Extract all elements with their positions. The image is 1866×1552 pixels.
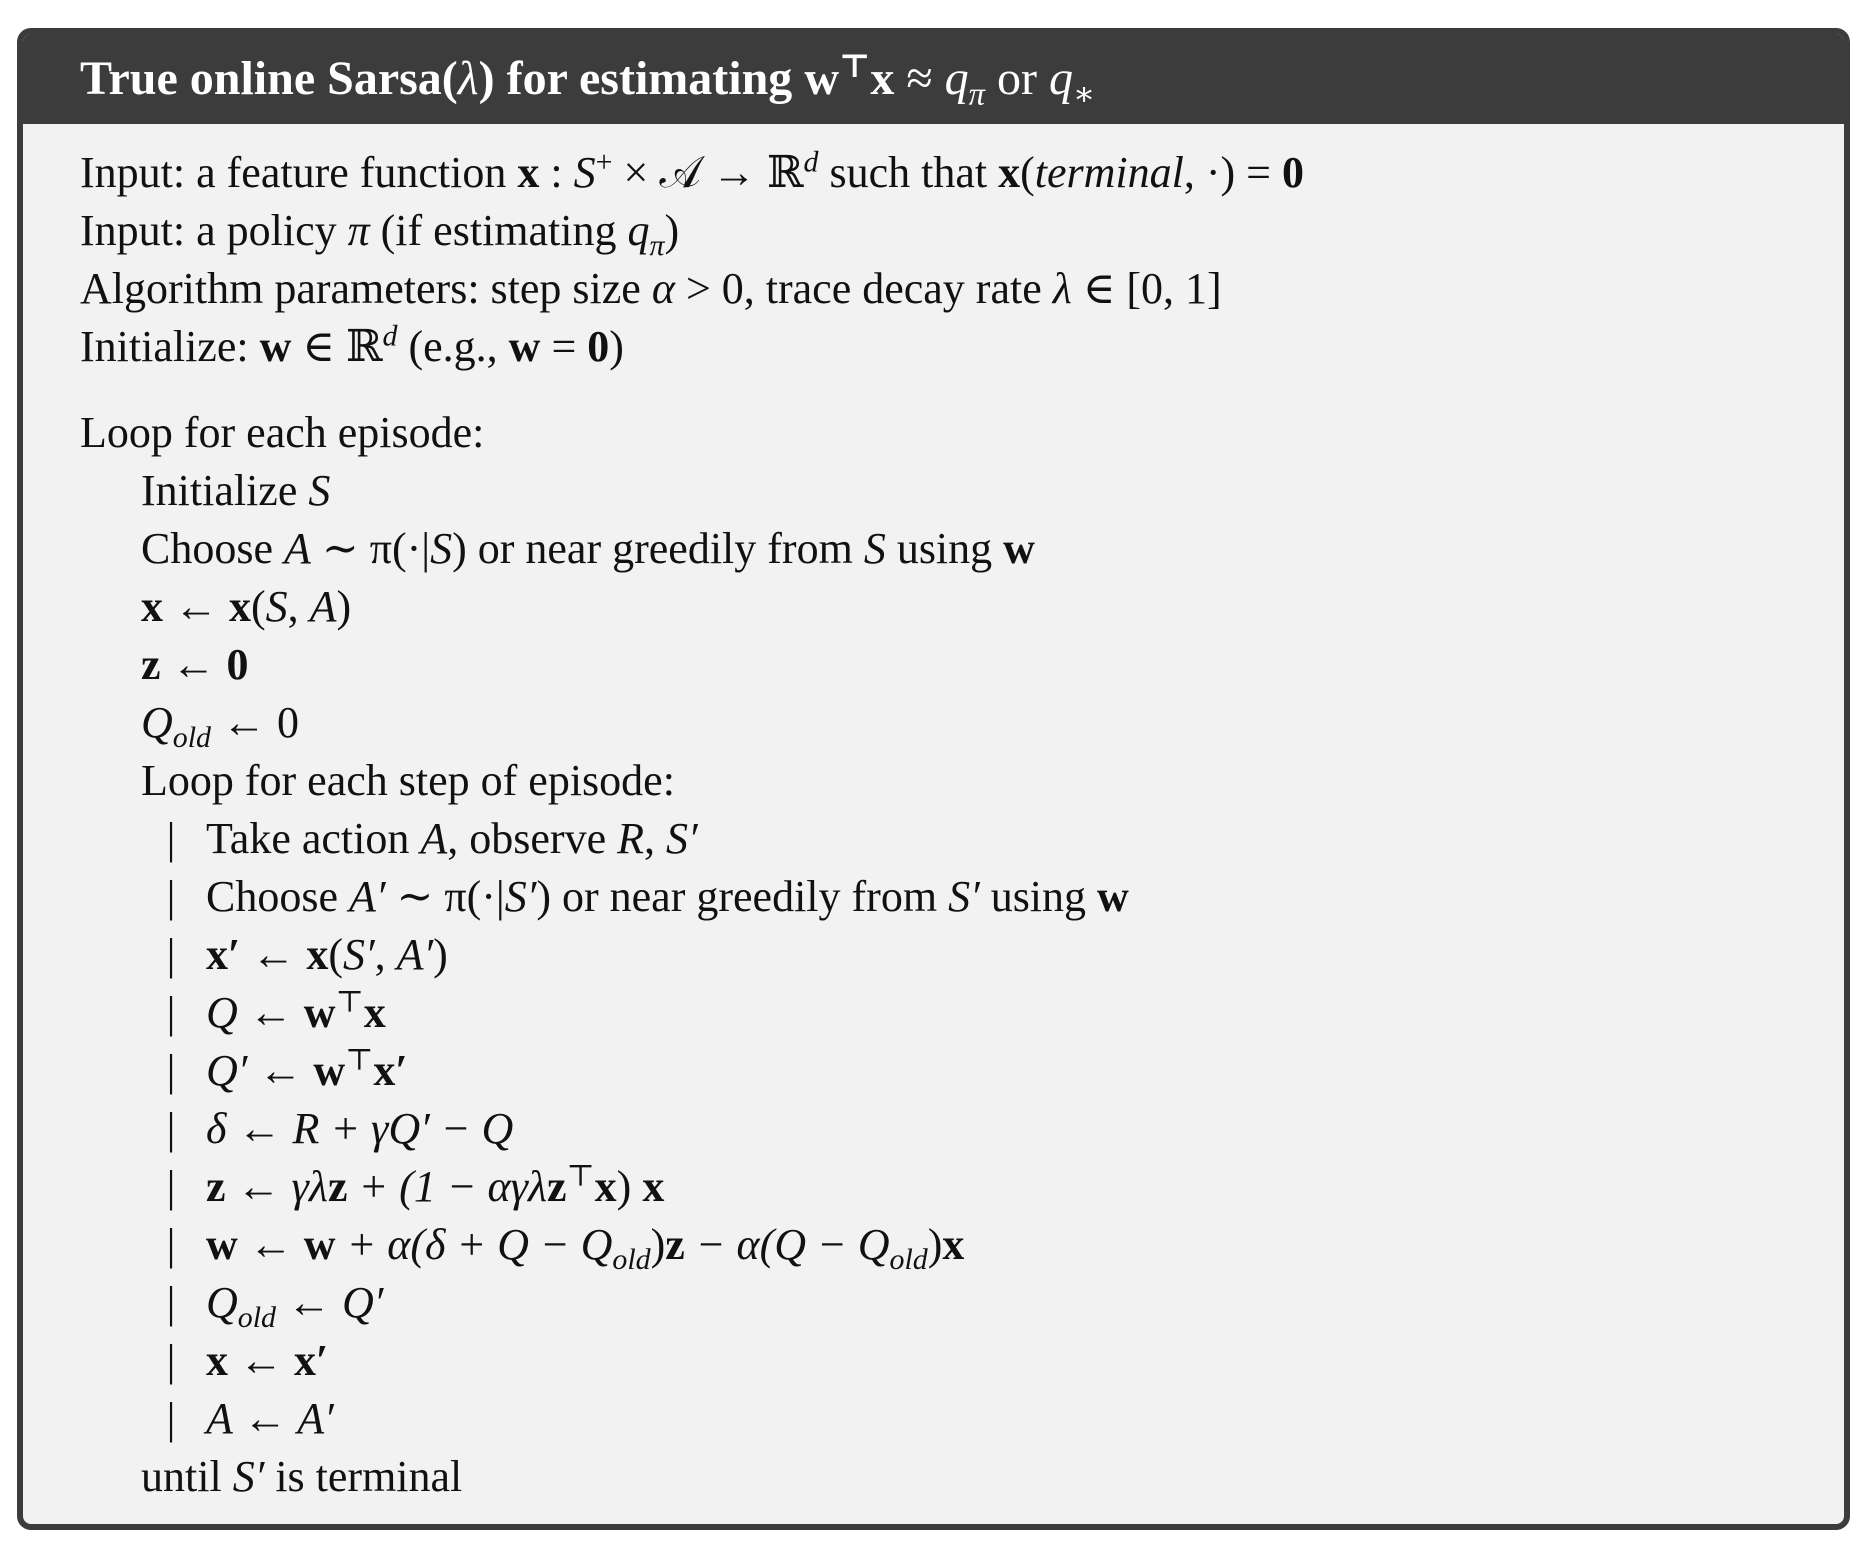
step-trace-update: z ← γλz + (1 − αγλz⊤x) x xyxy=(206,1159,665,1211)
loop-bar: | xyxy=(166,1162,176,1211)
loop-bar: | xyxy=(166,1278,176,1327)
title-transpose: ⊤ xyxy=(838,49,871,85)
title-pi: π xyxy=(968,76,986,113)
title-text-2: ) for estimating xyxy=(478,52,805,105)
loop-bar: | xyxy=(166,1336,176,1385)
step-q-value: Q ← w⊤x xyxy=(206,985,386,1037)
step-choose-next-action: Choose A′ ∼ π(·|S′) or near greedily from S′ using w xyxy=(206,872,1129,921)
title-w: w xyxy=(804,52,839,105)
qold-reset-line: $Q_{old}$ ← 0 xyxy=(141,698,299,754)
loop-bar: | xyxy=(166,1104,176,1153)
algorithm-box xyxy=(17,28,1850,1530)
algorithm-body xyxy=(23,124,1844,1524)
loop-bar: | xyxy=(166,1394,176,1443)
loop-bar: | xyxy=(166,988,176,1037)
title-lambda: λ xyxy=(457,52,479,105)
title-or: or xyxy=(985,52,1049,105)
title-x: x xyxy=(870,52,895,105)
step-take-action: Take action A, observe R, S′ xyxy=(206,814,698,863)
episode-loop-line: Loop for each episode: xyxy=(80,408,485,457)
initialize-weights-line: Initialize: w ∈ ℝ$^d$ (e.g., w = 0) xyxy=(80,319,624,371)
title-q2: q xyxy=(1049,52,1073,105)
initialize-state-line: Initialize S xyxy=(141,466,331,515)
feature-assign-line: x ← x(S, A) xyxy=(141,582,352,631)
step-loop-line: Loop for each step of episode: xyxy=(141,756,675,805)
algorithm-title xyxy=(23,34,1844,124)
title-q: q xyxy=(944,52,969,105)
until-terminal-line: until S′ is terminal xyxy=(141,1452,463,1501)
input-feature-line: Input: a feature function x : S+ × 𝒜 → ℝ$^d$ such that x(terminal, ·) = 0 xyxy=(80,145,1304,197)
step-next-q-value: Q′ ← w⊤x′ xyxy=(206,1043,408,1095)
trace-reset-line: z ← 0 xyxy=(141,640,249,689)
step-next-features: x′ ← x(S′, A′) xyxy=(206,930,448,979)
title-approx: ≈ xyxy=(894,52,945,105)
title-text: True online Sarsa( xyxy=(80,52,458,105)
step-feature-shift: x ← x′ xyxy=(206,1336,329,1385)
algorithm-parameters-line: Algorithm parameters: step size α > 0, trace decay rate λ ∈ [0, 1] xyxy=(80,264,1222,313)
loop-bar: | xyxy=(166,1046,176,1095)
step-weight-update: w ← $w + \alpha(\delta + Q - Q_{old})z - \alpha(Q - Q_{old})x$ xyxy=(206,1220,965,1276)
step-td-error: δ ← R + γQ′ − Q xyxy=(206,1104,514,1153)
title-star: ∗ xyxy=(1073,76,1096,113)
loop-bar: | xyxy=(166,872,176,921)
step-qold-update: $Q_{old}$ ← Q′ xyxy=(206,1278,384,1334)
step-action-shift: A ← A′ xyxy=(206,1394,334,1443)
loop-bar: | xyxy=(166,930,176,979)
input-policy-line: Input: a policy π (if estimating $q_\pi$) xyxy=(80,206,680,262)
choose-action-line: Choose A ∼ π(·|S) or near greedily from S using w xyxy=(141,524,1035,573)
loop-bar: | xyxy=(166,1220,176,1269)
loop-bar: | xyxy=(166,814,176,863)
